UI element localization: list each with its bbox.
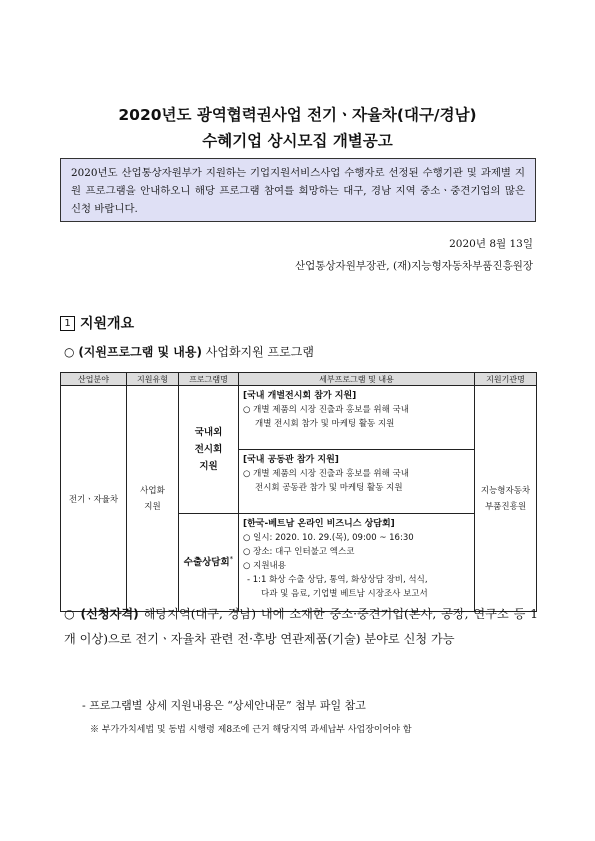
- detail-line: ○ 장소: 대구 인터불고 엑스코: [243, 547, 355, 557]
- support-type-line: 지원: [144, 501, 161, 512]
- program-cell-export: [179, 514, 239, 612]
- announcement-sender: 산업통상자원부장관, (재)지능형자동차부품진흥원장: [294, 260, 533, 272]
- support-program-label: (지원프로그램 및 내용): [78, 345, 202, 359]
- program-name-line: 지원: [199, 461, 218, 472]
- announcement-date: 2020년 8월 13일: [449, 238, 533, 250]
- detail-title: [국내 공동관 참가 지원]: [243, 455, 339, 465]
- header-support-type: 지원유형: [127, 373, 179, 386]
- qualification-paragraph: [64, 602, 538, 652]
- detail-line: - 1:1 화상 수출 상담, 통역, 화상상담 장비, 석식,: [247, 575, 428, 585]
- header-program: 프로그램명: [179, 373, 239, 386]
- detail-cell: [239, 450, 475, 514]
- detail-cell: [239, 514, 475, 612]
- header-detail: 세부프로그램 및 내용: [239, 373, 475, 386]
- agency-line: 지능형자동차: [480, 485, 531, 496]
- detail-line: 다과 및 음료, 기업별 베트남 시장조사 보고서: [261, 589, 428, 599]
- section-title: 지원개요: [80, 316, 135, 332]
- program-table: [60, 372, 537, 612]
- detail-cell: [239, 386, 475, 450]
- detail-line: ○ 일시: 2020. 10. 29.(목), 09:00 ~ 16:30: [243, 533, 414, 543]
- header-industry: 산업분야: [61, 373, 127, 386]
- support-type-line: 사업화: [140, 485, 165, 496]
- support-program-text: 사업화지원 프로그램: [201, 345, 314, 359]
- program-cell-exhibition: [179, 386, 239, 514]
- detail-reference-note: - 프로그램별 상세 지원내용은 “상세안내문” 첨부 파일 참고: [82, 699, 366, 712]
- detail-line: 전시회 공동관 참가 및 마케팅 활동 지원: [255, 483, 403, 493]
- table-row: [61, 386, 537, 450]
- detail-line: 개별 전시회 참가 및 마케팅 활동 지원: [255, 419, 395, 429]
- program-name-line: 전시회: [194, 444, 223, 455]
- support-program-heading: [64, 343, 314, 360]
- header-agency: 지원기관명: [475, 373, 537, 386]
- table-header-row: [61, 373, 537, 386]
- qualification-text: 해당지역(대구, 경남) 내에 소재한 중소·중견기업(본사, 공장, 연구소 등 1개 이상)으로 전기ㆍ자율차 관련 전·후방 연관제품(기술) 분야로 신청 가능: [64, 607, 538, 646]
- agency-cell: [475, 386, 537, 612]
- detail-title: [국내 개별전시회 참가 지원]: [243, 391, 357, 401]
- agency-line: 부품진흥원: [484, 501, 527, 512]
- circle-bullet-icon: ○: [64, 607, 76, 621]
- intro-box: 2020년도 산업통상자원부가 지원하는 기업지원서비스사업 수행자로 선정된 수행기관 및 과제별 지원 프로그램을 안내하오니 해당 프로그램 참여를 희망하는 대구, 경남 지역 중소ㆍ중견기업의 많은 신청 바랍니다.: [60, 158, 536, 222]
- program-name: 수출상담회: [183, 557, 230, 568]
- asterisk-mark: *: [229, 554, 234, 564]
- detail-title: [한국-베트남 온라인 비즈니스 상담회]: [243, 519, 395, 529]
- industry-cell: 전기ㆍ자율차: [61, 386, 127, 612]
- tax-footnote: ※ 부가가치세법 및 동법 시행령 제8조에 근거 해당지역 과세납부 사업장이어야 함: [90, 725, 412, 735]
- support-type-cell: [127, 386, 179, 612]
- circle-bullet-icon: ○: [64, 345, 75, 359]
- page-title: 2020년도 광역협력권사업 전기ㆍ자율차(대구/경남): [118, 106, 477, 124]
- page-subtitle: 수혜기업 상시모집 개별공고: [202, 132, 393, 150]
- detail-line: ○ 개별 제품의 시장 진출과 홍보를 위해 국내: [243, 405, 409, 415]
- program-name-line: 국내외: [194, 427, 223, 438]
- detail-line: ○ 개별 제품의 시장 진출과 홍보를 위해 국내: [243, 469, 409, 479]
- section-number-box: 1: [60, 316, 75, 331]
- qualification-label: (신청자격): [80, 607, 139, 621]
- detail-line: ○ 지원내용: [243, 561, 286, 571]
